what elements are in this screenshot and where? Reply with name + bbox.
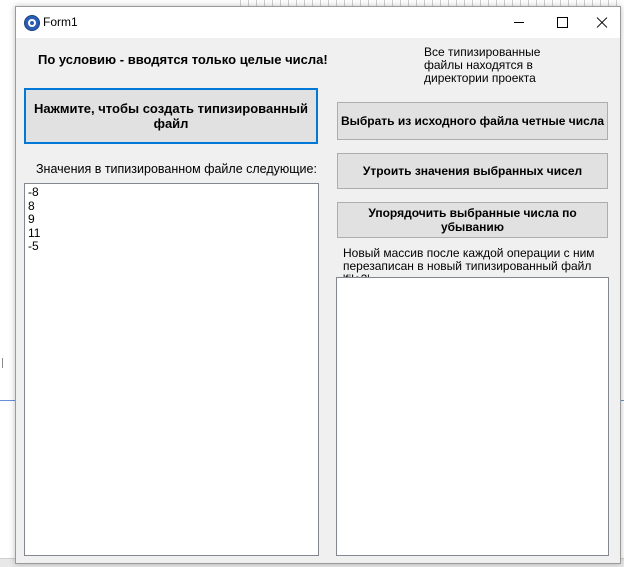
select-even-button[interactable]: Выбрать из исходного файла четные числа [337, 102, 608, 140]
form-client-area [16, 38, 620, 563]
title-bar [16, 7, 620, 38]
files-location-line: Все типизированные [424, 45, 541, 59]
window-title: Form1 [43, 15, 78, 29]
sort-desc-button[interactable]: Упорядочить выбранные числа по убыванию [337, 202, 608, 238]
integers-only-label: По условию - вводятся только целые числа! [38, 52, 328, 67]
new-array-note-line: перезаписан в новый типизированный файл [343, 259, 592, 273]
background-mark [2, 358, 3, 368]
files-location-label [424, 46, 574, 85]
list-item[interactable]: 9 [28, 212, 35, 226]
list-item[interactable]: 11 [28, 225, 41, 240]
files-location-line: директории проекта [424, 71, 536, 85]
minimize-icon[interactable] [496, 7, 540, 38]
list-item[interactable]: 8 [28, 198, 35, 213]
background-line [0, 400, 16, 401]
result-values-list[interactable] [336, 277, 609, 556]
file-values-label: Значения в типизированном файле следующие: [36, 162, 317, 176]
maximize-icon[interactable] [540, 7, 584, 38]
source-values-list[interactable] [24, 183, 319, 556]
list-item[interactable]: -5 [28, 239, 39, 253]
list-item[interactable]: -8 [28, 185, 39, 199]
close-icon[interactable] [580, 7, 621, 38]
files-location-line: файлы находятся в [424, 58, 533, 72]
app-icon [24, 15, 40, 31]
form-window [15, 6, 621, 564]
new-array-note-line: Новый массив после каждой операции с ним [343, 246, 595, 260]
source-values-items [25, 184, 318, 256]
create-file-button[interactable]: Нажмите, чтобы создать типизированный файл [24, 88, 318, 144]
triple-values-button[interactable]: Утроить значения выбранных чисел [337, 153, 608, 189]
